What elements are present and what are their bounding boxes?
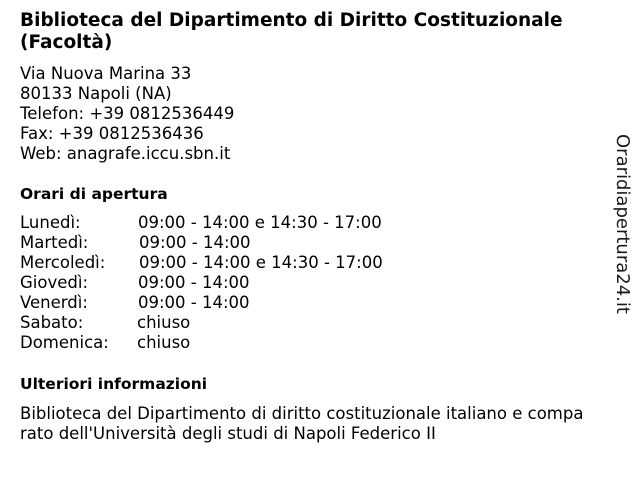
day-label: Giovedì:: [20, 273, 88, 292]
website: Web: anagrafe.iccu.sbn.it: [20, 144, 231, 163]
fax-number: Fax: +39 0812536436: [20, 124, 204, 143]
street-address: Via Nuova Marina 33: [20, 64, 192, 83]
time-value: chiuso: [137, 313, 191, 332]
time-value: 09:00 - 14:00: [138, 273, 250, 292]
time-value: chiuso: [137, 333, 191, 352]
library-title: Biblioteca del Dipartimento di Diritto Costituzionale (Facoltà): [20, 10, 563, 53]
site-watermark: Oraridiapertura24.it: [612, 134, 633, 314]
time-value: 09:00 - 14:00: [138, 293, 250, 312]
more-info-heading: Ulteriori informazioni: [20, 375, 208, 393]
day-label: Domenica:: [20, 333, 109, 352]
city-postal: 80133 Napoli (NA): [20, 84, 172, 103]
day-label: Venerdì:: [20, 293, 88, 312]
time-value: 09:00 - 14:00 e 14:30 - 17:00: [139, 253, 383, 272]
day-label: Martedì:: [20, 233, 89, 252]
more-info-line-2: rato dell'Università degli studi di Napoli Federico II: [20, 424, 436, 443]
more-info-text: [20, 404, 600, 444]
time-value: 09:00 - 14:00: [139, 233, 251, 252]
day-label: Sabato:: [20, 313, 84, 332]
day-label: Mercoledì:: [20, 253, 106, 272]
phone-number: Telefon: +39 0812536449: [20, 104, 235, 123]
address-block: [20, 64, 234, 164]
opening-hours-heading: Orari di apertura: [20, 185, 168, 203]
more-info-line-1: Biblioteca del Dipartimento di diritto costituzionale italiano e compa: [20, 404, 584, 423]
time-value: 09:00 - 14:00 e 14:30 - 17:00: [138, 213, 382, 232]
day-label: Lunedì:: [20, 213, 81, 232]
